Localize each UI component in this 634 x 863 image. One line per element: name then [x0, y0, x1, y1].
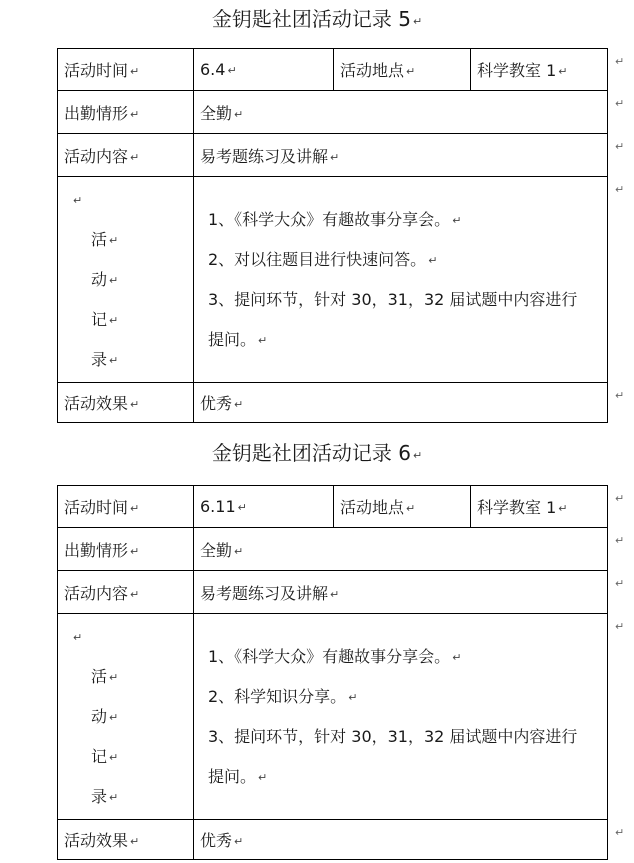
row-end-mark-icon: ↵ [615, 577, 625, 590]
paragraph-mark-icon: ↵ [109, 790, 119, 804]
activity-place-label: 活动地点 ↵ [334, 49, 471, 91]
activity-record-label [58, 177, 194, 383]
row-end-mark-icon: ↵ [615, 55, 625, 68]
record-content-line: 提问。 ↵ [200, 757, 605, 797]
paragraph-mark-icon: ↵ [452, 213, 462, 227]
row-end-mark-icon: ↵ [615, 140, 625, 153]
activity-effect-label: 活动效果 ↵ [58, 383, 194, 423]
activity-content-label: 活动内容 ↵ [58, 134, 194, 177]
table-row [58, 91, 608, 134]
paragraph-mark-icon: ↵ [130, 835, 140, 848]
paragraph-mark-icon: ↵ [109, 750, 119, 764]
row-end-mark-icon: ↵ [615, 826, 625, 839]
attendance-value: 全勤 ↵ [194, 528, 608, 571]
paragraph-mark-icon: ↵ [234, 107, 244, 121]
record-section-6 [0, 423, 634, 860]
activity-time-label: 活动时间 ↵ [58, 486, 194, 528]
record-table-wrap [57, 485, 625, 860]
record-label-line: 动 ↵ [64, 260, 191, 300]
paragraph-mark-icon: ↵ [109, 313, 119, 327]
activity-record-table [57, 48, 608, 423]
paragraph-mark-icon: ↵ [558, 502, 568, 515]
table-row [58, 177, 608, 383]
paragraph-mark-icon: ↵ [406, 502, 416, 515]
row-end-mark-icon: ↵ [615, 620, 625, 633]
paragraph-mark-icon: ↵ [428, 253, 438, 267]
paragraph-mark-icon: ↵ [558, 65, 568, 78]
row-end-mark-icon: ↵ [615, 389, 625, 402]
activity-place-value: 科学教室 1 ↵ [471, 49, 608, 91]
record-content-line: 提问。 ↵ [200, 320, 605, 360]
activity-time-value: 6.4 ↵ [194, 49, 334, 91]
paragraph-mark-icon: ↵ [109, 710, 119, 724]
record-label-line [64, 180, 191, 220]
activity-effect-value: 优秀 ↵ [194, 820, 608, 860]
attendance-label: 出勤情形 ↵ [58, 91, 194, 134]
paragraph-mark-icon: ↵ [348, 690, 358, 704]
record-content-line: 1、《科学大众》有趣故事分享会。 ↵ [200, 637, 605, 677]
table-row [58, 820, 608, 860]
activity-record-table [57, 485, 608, 860]
paragraph-mark-icon: ↵ [73, 193, 83, 207]
activity-record-label [58, 614, 194, 820]
activity-content-value: 易考题练习及讲解 ↵ [194, 571, 608, 614]
activity-time-value: 6.11 ↵ [194, 486, 334, 528]
paragraph-mark-icon: ↵ [258, 770, 268, 784]
paragraph-mark-icon: ↵ [258, 333, 268, 347]
activity-record-content [194, 614, 608, 820]
record-label-line: 动 ↵ [64, 697, 191, 737]
paragraph-mark-icon: ↵ [109, 670, 119, 684]
paragraph-mark-icon: ↵ [452, 650, 462, 664]
row-end-mark-icon: ↵ [615, 534, 625, 547]
record-content-line: 2、科学知识分享。 ↵ [200, 677, 605, 717]
record-title-text: 金钥匙社团活动记录 5 [211, 7, 411, 31]
record-label-line: 记 ↵ [64, 300, 191, 340]
paragraph-mark-icon: ↵ [234, 835, 244, 848]
paragraph-mark-icon: ↵ [130, 502, 140, 515]
paragraph-mark-icon: ↵ [412, 449, 423, 462]
record-title [0, 423, 634, 485]
activity-effect-label: 活动效果 ↵ [58, 820, 194, 860]
record-label-line [64, 617, 191, 657]
paragraph-mark-icon: ↵ [109, 353, 119, 367]
record-label-line: 活 ↵ [64, 657, 191, 697]
row-end-mark-icon: ↵ [615, 492, 625, 505]
record-content-line: 1、《科学大众》有趣故事分享会。 ↵ [200, 200, 605, 240]
table-row [58, 383, 608, 423]
paragraph-mark-icon: ↵ [237, 501, 247, 514]
paragraph-mark-icon: ↵ [330, 150, 340, 164]
activity-place-label: 活动地点 ↵ [334, 486, 471, 528]
record-content-line: 2、对以往题目进行快速问答。 ↵ [200, 240, 605, 280]
activity-effect-value: 优秀 ↵ [194, 383, 608, 423]
paragraph-mark-icon: ↵ [109, 233, 119, 247]
record-section-5 [0, 0, 634, 423]
paragraph-mark-icon: ↵ [234, 544, 244, 558]
table-row [58, 528, 608, 571]
attendance-value: 全勤 ↵ [194, 91, 608, 134]
paragraph-mark-icon: ↵ [234, 398, 244, 411]
paragraph-mark-icon: ↵ [330, 587, 340, 601]
activity-time-label: 活动时间 ↵ [58, 49, 194, 91]
row-end-mark-icon: ↵ [615, 97, 625, 110]
paragraph-mark-icon: ↵ [109, 273, 119, 287]
table-row [58, 134, 608, 177]
record-title-text: 金钥匙社团活动记录 6 [211, 441, 411, 465]
paragraph-mark-icon: ↵ [130, 65, 140, 78]
record-table-wrap [57, 48, 625, 423]
paragraph-mark-icon: ↵ [130, 587, 140, 601]
record-label-line: 活 ↵ [64, 220, 191, 260]
record-title [0, 0, 634, 48]
table-row [58, 486, 608, 528]
record-label-line: 录 ↵ [64, 777, 191, 817]
paragraph-mark-icon: ↵ [130, 150, 140, 164]
record-content-line: 3、提问环节，针对 30，31，32 届试题中内容进行 [208, 289, 578, 309]
attendance-label: 出勤情形 ↵ [58, 528, 194, 571]
activity-record-content [194, 177, 608, 383]
paragraph-mark-icon: ↵ [406, 65, 416, 78]
record-label-line: 录 ↵ [64, 340, 191, 380]
paragraph-mark-icon: ↵ [73, 630, 83, 644]
activity-place-value: 科学教室 1 ↵ [471, 486, 608, 528]
table-row [58, 571, 608, 614]
row-end-mark-icon: ↵ [615, 183, 625, 196]
table-row [58, 49, 608, 91]
paragraph-mark-icon: ↵ [412, 15, 423, 28]
paragraph-mark-icon: ↵ [130, 544, 140, 558]
paragraph-mark-icon: ↵ [130, 398, 140, 411]
activity-content-value: 易考题练习及讲解 ↵ [194, 134, 608, 177]
record-label-line: 记 ↵ [64, 737, 191, 777]
record-content-line: 3、提问环节，针对 30，31，32 届试题中内容进行 [208, 726, 578, 746]
paragraph-mark-icon: ↵ [227, 64, 237, 77]
paragraph-mark-icon: ↵ [130, 107, 140, 121]
activity-content-label: 活动内容 ↵ [58, 571, 194, 614]
table-row [58, 614, 608, 820]
